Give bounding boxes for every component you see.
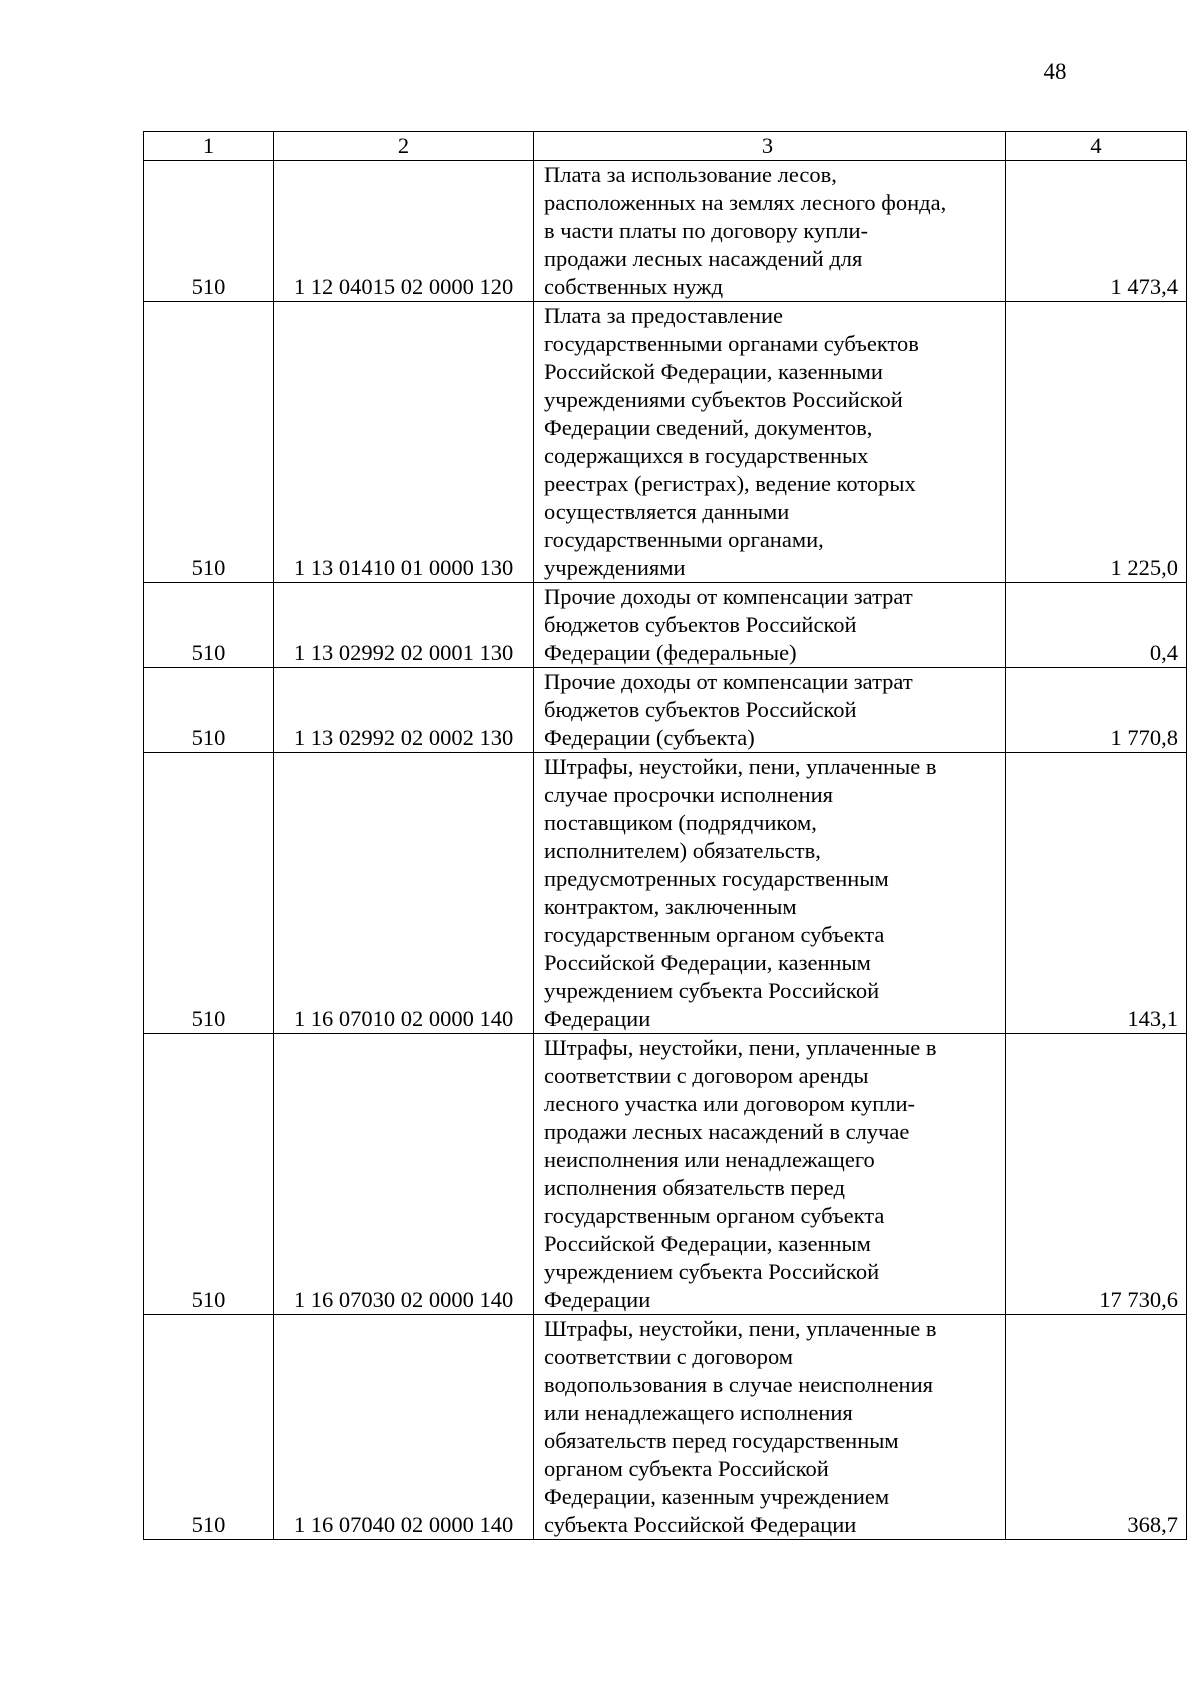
revenue-name-line: учреждениями субъектов Российской	[544, 387, 903, 412]
revenue-name-cell	[534, 668, 1006, 753]
revenue-name-line: реестрах (регистрах), ведение которых	[544, 471, 916, 496]
revenue-name-cell	[534, 1315, 1006, 1540]
revenue-name-line: Плата за предоставление	[544, 303, 784, 328]
amount-cell: 1 473,4	[1006, 161, 1187, 302]
revenue-name-line: лесного участка или договором купли-	[544, 1091, 916, 1116]
revenue-name-line: продажи лесных насаждений в случае	[544, 1119, 910, 1144]
revenue-name-line: Федерации	[544, 1006, 651, 1031]
revenue-name-line: Прочие доходы от компенсации затрат	[544, 669, 913, 694]
revenue-name-line: Федерации (субъекта)	[544, 725, 755, 750]
revenue-name-line: поставщиком (подрядчиком,	[544, 810, 817, 835]
table-row	[144, 1034, 1187, 1315]
revenue-name-line: или ненадлежащего исполнения	[544, 1400, 853, 1425]
admin-code-cell: 510	[144, 1315, 274, 1540]
revenue-name-line: Штрафы, неустойки, пени, уплаченные в	[544, 754, 937, 779]
amount-cell: 368,7	[1006, 1315, 1187, 1540]
revenue-name-line: исполнения обязательств перед	[544, 1175, 845, 1200]
classification-code-cell: 1 13 02992 02 0001 130	[274, 583, 534, 668]
classification-code-cell: 1 16 07030 02 0000 140	[274, 1034, 534, 1315]
admin-code-cell: 510	[144, 1034, 274, 1315]
table-row	[144, 583, 1187, 668]
header-col-3: 3	[534, 132, 1006, 161]
revenue-name-line: собственных нужд	[544, 274, 724, 299]
revenue-name-line: содержащихся в государственных	[544, 443, 869, 468]
revenue-name-line: Российской Федерации, казенными	[544, 359, 883, 384]
revenue-name-cell	[534, 161, 1006, 302]
revenue-name-line: государственными органами субъектов	[544, 331, 919, 356]
revenue-name-line: органом субъекта Российской	[544, 1456, 829, 1481]
amount-cell: 17 730,6	[1006, 1034, 1187, 1315]
revenue-name-line: расположенных на землях лесного фонда,	[544, 190, 947, 215]
revenue-name-line: продажи лесных насаждений для	[544, 246, 863, 271]
budget-revenue-table	[143, 131, 1187, 1540]
revenue-name-line: бюджетов субъектов Российской	[544, 612, 857, 637]
admin-code-cell: 510	[144, 161, 274, 302]
admin-code-cell: 510	[144, 302, 274, 583]
revenue-name-line: Федерации, казенным учреждением	[544, 1484, 890, 1509]
revenue-name-line: Российской Федерации, казенным	[544, 950, 871, 975]
revenue-name-line: контрактом, заключенным	[544, 894, 797, 919]
revenue-name-line: Российской Федерации, казенным	[544, 1231, 871, 1256]
revenue-name-line: Федерации (федеральные)	[544, 640, 797, 665]
table-row	[144, 302, 1187, 583]
admin-code-cell: 510	[144, 753, 274, 1034]
table-header-row	[144, 132, 1187, 161]
admin-code-cell: 510	[144, 583, 274, 668]
amount-cell: 1 770,8	[1006, 668, 1187, 753]
revenue-name-line: исполнителем) обязательств,	[544, 838, 821, 863]
classification-code-cell: 1 16 07010 02 0000 140	[274, 753, 534, 1034]
revenue-name-line: учреждениями	[544, 555, 686, 580]
revenue-name-cell	[534, 1034, 1006, 1315]
revenue-name-line: учреждением субъекта Российской	[544, 978, 880, 1003]
revenue-name-line: государственными органами,	[544, 527, 824, 552]
table-row	[144, 161, 1187, 302]
revenue-name-line: обязательств перед государственным	[544, 1428, 899, 1453]
table-row	[144, 668, 1187, 753]
table-body	[144, 132, 1187, 1540]
revenue-name-line: соответствии с договором аренды	[544, 1063, 869, 1088]
revenue-name-line: осуществляется данными	[544, 499, 790, 524]
classification-code-cell: 1 13 01410 01 0000 130	[274, 302, 534, 583]
table-row	[144, 1315, 1187, 1540]
revenue-name-line: субъекта Российской Федерации	[544, 1512, 857, 1537]
revenue-name-cell	[534, 583, 1006, 668]
classification-code-cell: 1 12 04015 02 0000 120	[274, 161, 534, 302]
revenue-name-line: предусмотренных государственным	[544, 866, 889, 891]
revenue-name-line: случае просрочки исполнения	[544, 782, 834, 807]
revenue-name-line: государственным органом субъекта	[544, 922, 885, 947]
revenue-name-line: государственным органом субъекта	[544, 1203, 885, 1228]
revenue-name-line: водопользования в случае неисполнения	[544, 1372, 933, 1397]
revenue-name-line: Плата за использование лесов,	[544, 162, 837, 187]
header-col-4: 4	[1006, 132, 1187, 161]
classification-code-cell: 1 13 02992 02 0002 130	[274, 668, 534, 753]
revenue-name-cell	[534, 302, 1006, 583]
classification-code-cell: 1 16 07040 02 0000 140	[274, 1315, 534, 1540]
amount-cell: 143,1	[1006, 753, 1187, 1034]
amount-cell: 0,4	[1006, 583, 1187, 668]
admin-code-cell: 510	[144, 668, 274, 753]
page-number: 48	[1043, 59, 1067, 84]
table-row	[144, 753, 1187, 1034]
revenue-name-line: в части платы по договору купли-	[544, 218, 869, 243]
revenue-name-line: учреждением субъекта Российской	[544, 1259, 880, 1284]
revenue-name-line: Прочие доходы от компенсации затрат	[544, 584, 913, 609]
revenue-name-line: Федерации	[544, 1287, 651, 1312]
revenue-name-line: Федерации сведений, документов,	[544, 415, 873, 440]
header-col-1: 1	[144, 132, 274, 161]
amount-cell: 1 225,0	[1006, 302, 1187, 583]
revenue-name-line: соответствии с договором	[544, 1344, 794, 1369]
header-col-2: 2	[274, 132, 534, 161]
revenue-name-line: неисполнения или ненадлежащего	[544, 1147, 875, 1172]
revenue-name-line: бюджетов субъектов Российской	[544, 697, 857, 722]
revenue-name-cell	[534, 753, 1006, 1034]
revenue-name-line: Штрафы, неустойки, пени, уплаченные в	[544, 1035, 937, 1060]
revenue-name-line: Штрафы, неустойки, пени, уплаченные в	[544, 1316, 937, 1341]
